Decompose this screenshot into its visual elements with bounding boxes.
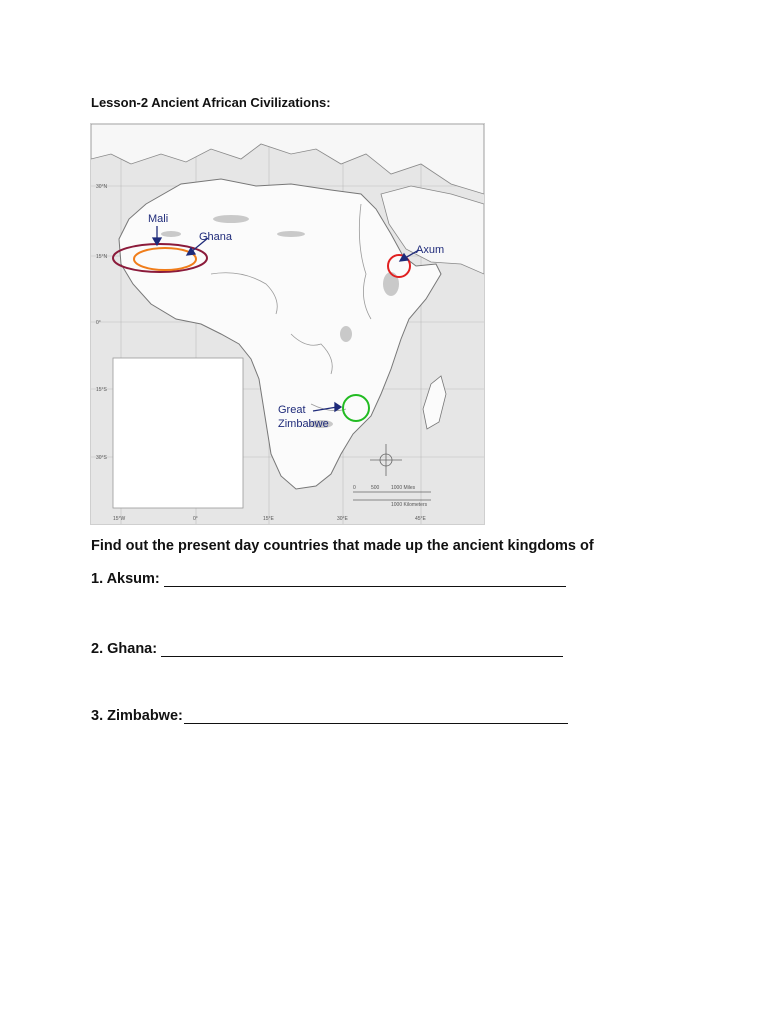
lesson-title: Lesson-2 Ancient African Civilizations: <box>91 95 331 110</box>
map-label-zimbabwe: Zimbabwe <box>278 418 329 430</box>
scale-tick: 1000 Kilometers <box>391 502 428 508</box>
scale-tick: 1000 Miles <box>391 485 416 491</box>
lon-tick: 45°E <box>415 516 426 522</box>
answer-blank[interactable] <box>164 572 566 587</box>
question-label: 2. Ghana: <box>91 641 158 657</box>
question-instruction: Find out the present day countries that made up the ancient kingdoms of <box>91 538 594 554</box>
question-label: 3. Zimbabwe: <box>91 708 183 724</box>
scale-tick: 0 <box>353 485 356 491</box>
lon-tick: 0° <box>193 516 198 522</box>
lon-tick: 15°E <box>263 516 274 522</box>
map-label-axum: Axum <box>416 244 445 256</box>
lon-tick: 15°W <box>113 516 126 522</box>
question-zimbabwe <box>91 708 568 724</box>
lat-tick: 0° <box>96 320 101 326</box>
lat-tick: 15°S <box>96 387 107 393</box>
question-ghana <box>91 641 563 657</box>
scale-tick: 500 <box>371 485 380 491</box>
question-label: 1. Aksum: <box>91 571 160 587</box>
answer-blank[interactable] <box>161 642 563 657</box>
lat-tick: 30°N <box>96 184 108 190</box>
map-inset-box <box>113 358 243 508</box>
lat-tick: 30°S <box>96 455 107 461</box>
lat-tick: 15°N <box>96 254 108 260</box>
question-aksum <box>91 571 566 587</box>
lon-tick: 30°E <box>337 516 348 522</box>
map-label-great: Great <box>278 404 306 416</box>
answer-blank[interactable] <box>184 709 568 724</box>
map-label-ghana: Ghana <box>199 231 233 243</box>
africa-map <box>90 123 485 525</box>
map-label-mali: Mali <box>148 213 169 225</box>
